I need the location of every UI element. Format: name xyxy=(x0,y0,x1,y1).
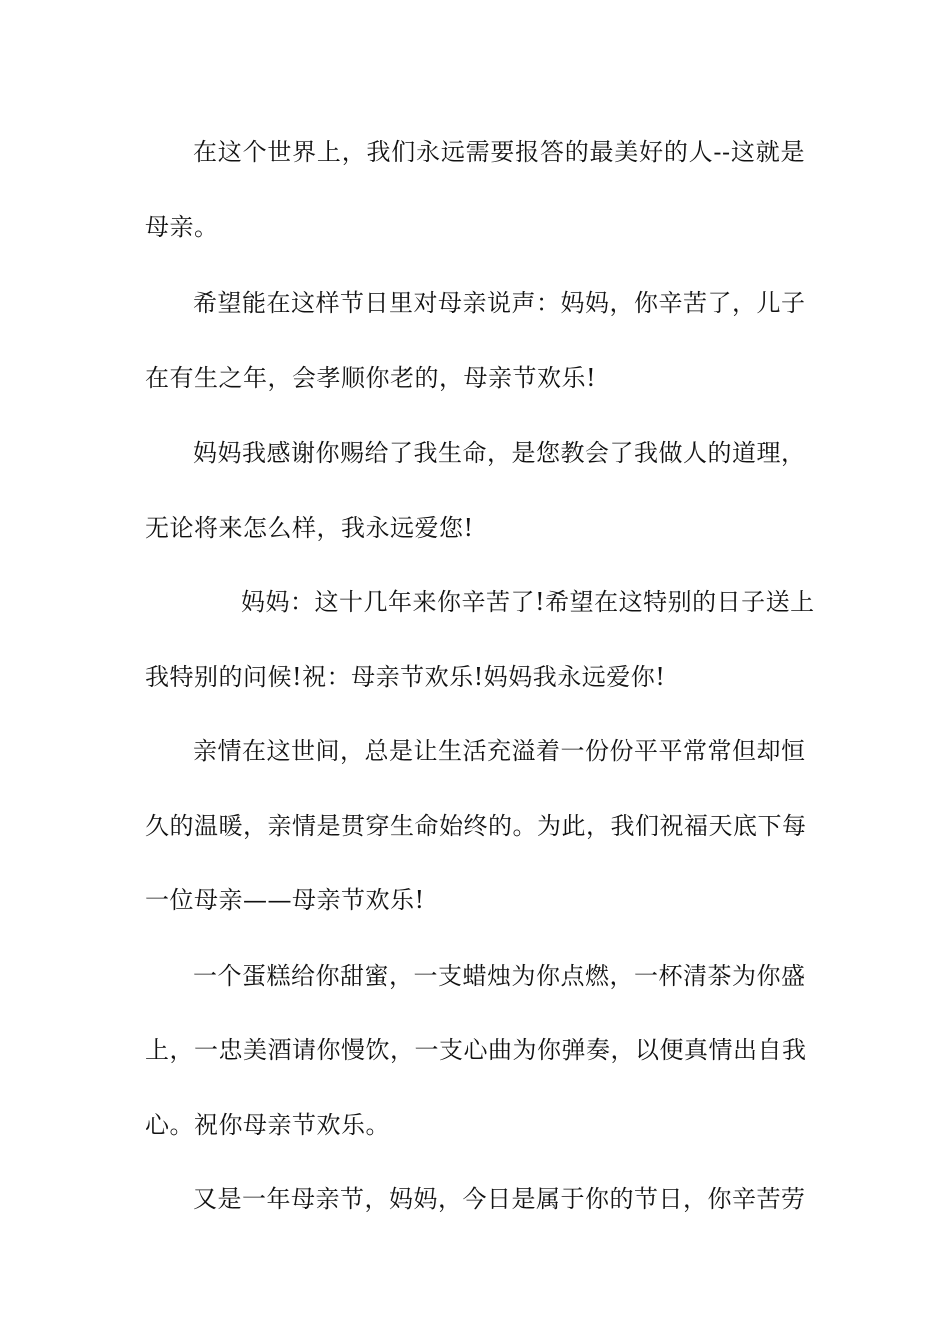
text-line: 一个蛋糕给你甜蜜，一支蜡烛为你点燃，一杯清茶为你盛 xyxy=(193,962,806,990)
text-line: 在有生之年，会孝顺你老的，母亲节欢乐! xyxy=(145,364,597,392)
text-line: 母亲。 xyxy=(145,213,219,241)
text-line: 心。祝你母亲节欢乐。 xyxy=(145,1111,390,1139)
text-line: 希望能在这样节日里对母亲说声：妈妈，你辛苦了，儿子 xyxy=(193,289,806,317)
text-line: 一位母亲——母亲节欢乐! xyxy=(145,886,425,914)
text-line: 妈妈我感谢你赐给了我生命，是您教会了我做人的道理， xyxy=(193,439,806,467)
text-line: 我特别的问候!祝：母亲节欢乐!妈妈我永远爱你! xyxy=(145,663,666,691)
text-line: 在这个世界上，我们永远需要报答的最美好的人--这就是 xyxy=(193,138,805,166)
text-line: 上，一忠美酒请你慢饮，一支心曲为你弹奏，以便真情出自我 xyxy=(145,1036,807,1064)
text-line: 久的温暖，亲情是贯穿生命始终的。为此，我们祝福天底下每 xyxy=(145,812,807,840)
text-line: 亲情在这世间，总是让生活充溢着一份份平平常常但却恒 xyxy=(193,737,806,765)
text-line: 妈妈：这十几年来你辛苦了!希望在这特别的日子送上 xyxy=(241,588,815,616)
text-line: 无论将来怎么样，我永远爱您! xyxy=(145,514,474,542)
text-line: 又是一年母亲节，妈妈，今日是属于你的节日，你辛苦劳 xyxy=(193,1185,806,1213)
